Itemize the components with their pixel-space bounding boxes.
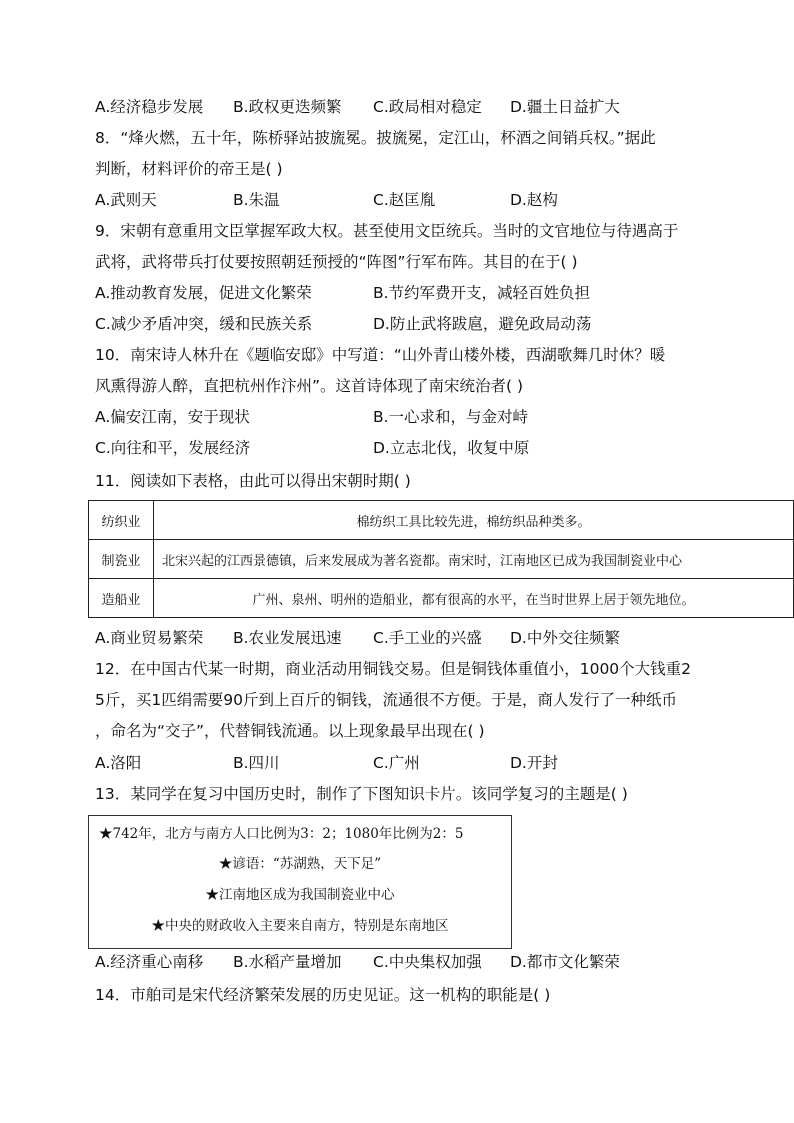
table-cell-desc: 北宋兴起的江西景德镇，后来发展成为著名瓷都。南宋时，江南地区已成为我国制瓷业中心 xyxy=(154,540,794,579)
table-row xyxy=(89,501,794,540)
q13-option-d[interactable]: D.都市文化繁荣 xyxy=(510,953,620,971)
q8-stem-line-2: 判断，材料评价的帝王是( ) xyxy=(95,160,283,178)
card-line: ★谚语：“苏湖熟，天下足” xyxy=(218,856,382,872)
q9-option-d[interactable]: D.防止武将跋扈，避免政局动荡 xyxy=(373,315,592,333)
q10-stem-line-1: 10．南宋诗人林升在《题临安邸》中写道：“山外青山楼外楼，西湖歌舞几时休？暖 xyxy=(95,346,666,364)
q14-stem: 14．市舶司是宋代经济繁荣发展的历史见证。这一机构的职能是( ) xyxy=(95,986,551,1004)
q9-stem-line-2: 武将，武将带兵打仗要按照朝廷预授的“阵图”行军布阵。其目的在于( ) xyxy=(95,253,578,271)
q7-option-c[interactable]: C.政局相对稳定 xyxy=(373,98,482,116)
q7-option-b[interactable]: B.政权更迭频繁 xyxy=(233,98,342,116)
q10-option-d[interactable]: D.立志北伐，收复中原 xyxy=(373,439,530,457)
q12-option-d[interactable]: D.开封 xyxy=(510,754,558,772)
q8-option-c[interactable]: C.赵匡胤 xyxy=(373,191,436,209)
q11-option-d[interactable]: D.中外交往频繁 xyxy=(510,629,620,647)
q11-option-b[interactable]: B.农业发展迅速 xyxy=(233,629,342,647)
card-line: ★中央的财政收入主要来自南方，特别是东南地区 xyxy=(151,918,449,934)
q13-stem: 13．某同学在复习中国历史时，制作了下图知识卡片。该同学复习的主题是( ) xyxy=(95,785,628,803)
q11-option-c[interactable]: C.手工业的兴盛 xyxy=(373,629,482,647)
q13-option-a[interactable]: A.经济重心南移 xyxy=(95,953,204,971)
q8-option-d[interactable]: D.赵构 xyxy=(510,191,558,209)
q11-stem: 11．阅读如下表格，由此可以得出宋朝时期( ) xyxy=(95,472,411,490)
q13-option-c[interactable]: C.中央集权加强 xyxy=(373,953,482,971)
q9-option-b[interactable]: B.节约军费开支，减轻百姓负担 xyxy=(373,284,591,302)
q12-stem-line-2: 5斤，买1匹绢需要90斤到上百斤的铜钱，流通很不方便。于是，商人发行了一种纸币 xyxy=(95,691,677,709)
q10-option-c[interactable]: C.向往和平，发展经济 xyxy=(95,439,251,457)
q13-option-b[interactable]: B.水稻产量增加 xyxy=(233,953,342,971)
industry-table xyxy=(88,500,794,618)
q12-stem-line-3: ，命名为“交子”，代替铜钱流通。以上现象最早出现在( ) xyxy=(95,722,485,740)
knowledge-card xyxy=(88,815,512,949)
q12-stem-line-1: 12．在中国古代某一时期，商业活动用铜钱交易。但是铜钱体重值小，1000个大钱重2 xyxy=(95,660,692,678)
table-row xyxy=(89,540,794,579)
q8-stem-line-1: 8．“烽火燃，五十年，陈桥驿站披旒冕。披旒冕，定江山，杯酒之间销兵权。”据此 xyxy=(95,129,656,147)
table-cell-industry: 纺织业 xyxy=(89,501,154,540)
q11-option-a[interactable]: A.商业贸易繁荣 xyxy=(95,629,204,647)
q10-stem-line-2: 风熏得游人醉，直把杭州作汴州”。这首诗体现了南宋统治者( ) xyxy=(95,377,524,395)
table-cell-industry: 造船业 xyxy=(89,579,154,618)
q7-option-a[interactable]: A.经济稳步发展 xyxy=(95,98,204,116)
q9-option-c[interactable]: C.减少矛盾冲突，缓和民族关系 xyxy=(95,315,313,333)
q8-option-a[interactable]: A.武则天 xyxy=(95,191,157,209)
q12-option-c[interactable]: C.广州 xyxy=(373,754,420,772)
q12-option-a[interactable]: A.洛阳 xyxy=(95,754,142,772)
q7-option-d[interactable]: D.疆土日益扩大 xyxy=(510,98,620,116)
q9-option-a[interactable]: A.推动教育发展，促进文化繁荣 xyxy=(95,284,312,302)
card-line: ★742年，北方与南方人口比例为3：2；1080年比例为2：5 xyxy=(99,826,464,842)
table-cell-desc: 棉纺织工具比较先进，棉纺织品种类多。 xyxy=(154,501,794,540)
q8-option-b[interactable]: B.朱温 xyxy=(233,191,280,209)
q10-option-a[interactable]: A.偏安江南，安于现状 xyxy=(95,408,250,426)
table-row xyxy=(89,579,794,618)
q9-stem-line-1: 9．宋朝有意重用文臣掌握军政大权。甚至使用文臣统兵。当时的文官地位与待遇高于 xyxy=(95,222,679,240)
q12-option-b[interactable]: B.四川 xyxy=(233,754,280,772)
table-cell-industry: 制瓷业 xyxy=(89,540,154,579)
card-line: ★江南地区成为我国制瓷业中心 xyxy=(205,887,395,903)
table-cell-desc: 广州、泉州、明州的造船业，都有很高的水平，在当时世界上居于领先地位。 xyxy=(154,579,794,618)
q10-option-b[interactable]: B.一心求和，与金对峙 xyxy=(373,408,529,426)
